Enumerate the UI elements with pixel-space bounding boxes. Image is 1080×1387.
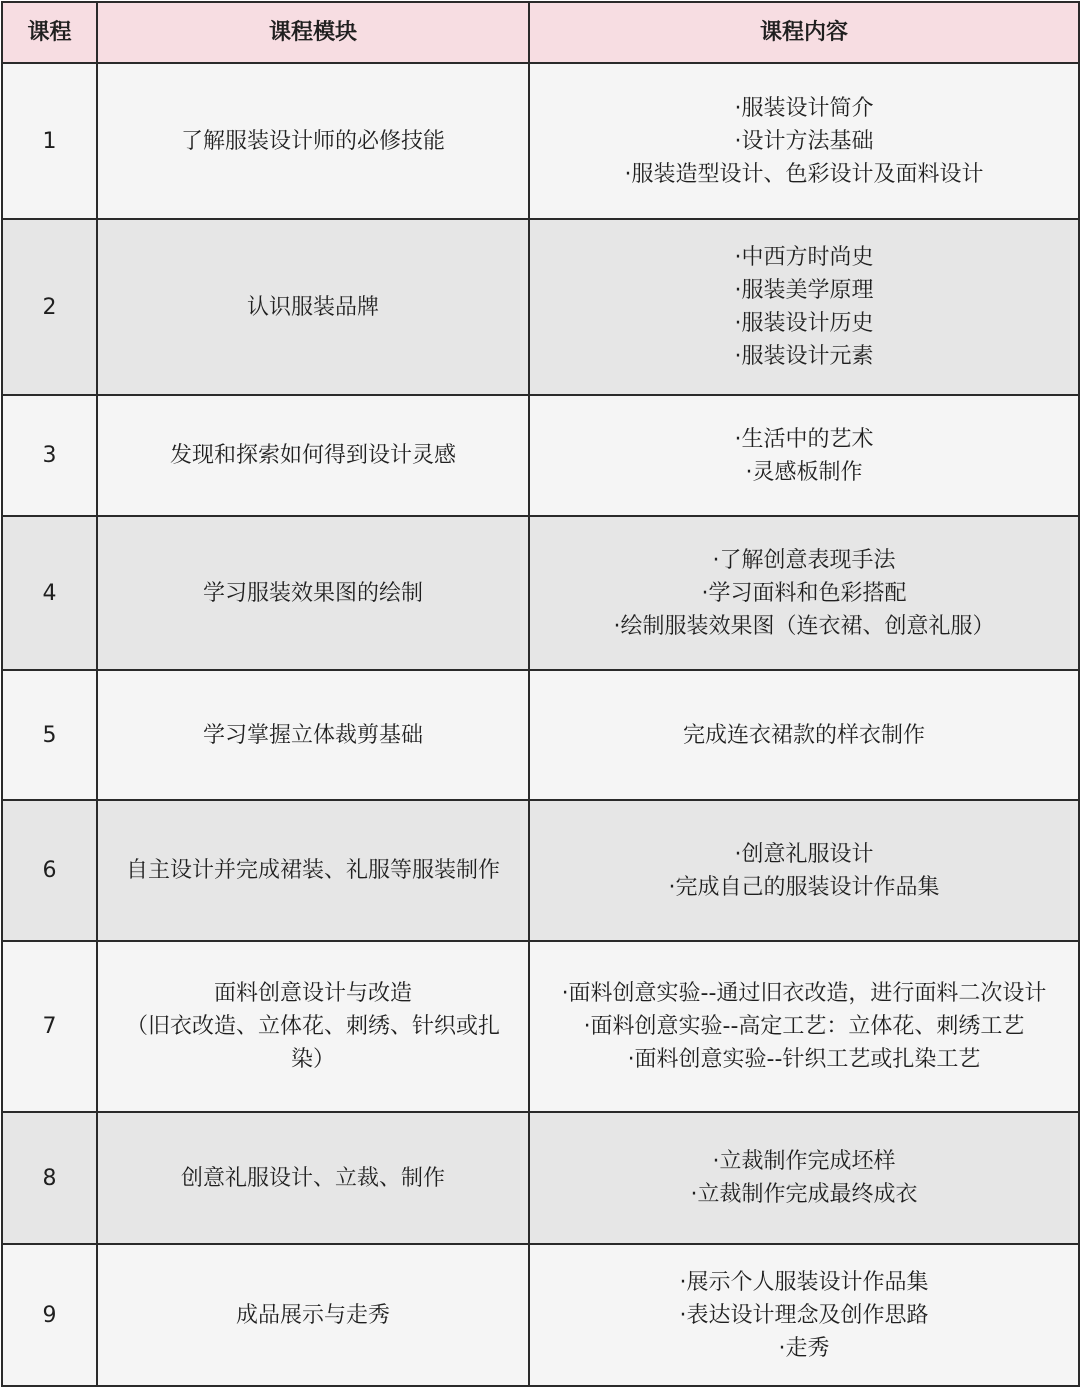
course-module [97,800,529,941]
course-number: 8 [2,1112,97,1244]
course-module [97,670,529,800]
content-line: ·表达设计理念及创作思路 [679,1302,929,1328]
course-module [97,219,529,395]
header-course: 课程 [2,2,97,63]
course-content [529,219,1079,395]
table-row [2,941,1079,1112]
course-number: 9 [2,1244,97,1386]
content-line: 完成连衣裙款的样衣制作 [682,722,925,748]
content-line: ·创意礼服设计 [734,841,874,867]
course-number: 7 [2,941,97,1112]
content-line: ·学习面料和色彩搭配 [701,580,907,606]
table-row [2,516,1079,670]
table-header-row [2,2,1079,63]
module-line: 认识服装品牌 [246,294,379,320]
table-row [2,800,1079,941]
module-line: 学习服装效果图的绘制 [202,580,423,606]
course-number: 1 [2,63,97,219]
content-line: ·面料创意实验--高定工艺：立体花、刺绣工艺 [583,1014,1025,1039]
table-row [2,395,1079,516]
course-module [97,1112,529,1244]
course-content [529,1112,1079,1244]
course-number: 6 [2,800,97,941]
content-line: ·面料创意实验--通过旧衣改造，进行面料二次设计 [561,981,1047,1006]
course-number: 2 [2,219,97,395]
module-line: 学习掌握立体裁剪基础 [202,722,423,748]
course-table [1,1,1080,1387]
module-line: （旧衣改造、立体花、刺绣、针织或扎 [125,1014,500,1039]
content-line: ·设计方法基础 [734,128,874,154]
course-content [529,516,1079,670]
table-row [2,219,1079,395]
course-number: 4 [2,516,97,670]
table-row [2,1244,1079,1386]
course-number: 5 [2,670,97,800]
content-line: ·服装美学原理 [734,278,874,303]
content-line: ·了解创意表现手法 [712,547,896,573]
content-line: ·立裁制作完成最终成衣 [690,1182,918,1207]
module-line: 了解服装设计师的必修技能 [180,128,445,154]
module-line: 自主设计并完成裙装、礼服等服装制作 [125,858,500,883]
module-line: 面料创意设计与改造 [213,981,412,1006]
course-module [97,941,529,1112]
module-line: 染） [290,1047,335,1072]
module-line: 成品展示与走秀 [235,1302,390,1328]
content-line: ·走秀 [778,1335,830,1361]
course-content [529,670,1079,800]
course-content [529,63,1079,219]
content-line: ·立裁制作完成坯样 [712,1149,896,1174]
content-line: ·中西方时尚史 [734,245,874,270]
content-line: ·面料创意实验--针织工艺或扎染工艺 [627,1047,981,1072]
module-line: 发现和探索如何得到设计灵感 [169,443,456,468]
content-line: ·灵感板制作 [745,459,863,485]
course-module [97,63,529,219]
header-content: 课程内容 [529,2,1079,63]
content-line: ·展示个人服装设计作品集 [679,1269,929,1295]
course-module [97,1244,529,1386]
course-module [97,516,529,670]
course-content [529,941,1079,1112]
content-line: ·绘制服装效果图（连衣裙、创意礼服） [613,613,995,639]
content-line: ·服装设计简介 [734,95,874,121]
table-row [2,670,1079,800]
content-line: ·服装设计元素 [734,344,874,369]
content-line: ·服装造型设计、色彩设计及面料设计 [624,161,984,187]
table-row [2,1112,1079,1244]
content-line: ·生活中的艺术 [734,426,874,452]
course-number: 3 [2,395,97,516]
course-content [529,395,1079,516]
course-content [529,1244,1079,1386]
content-line: ·服装设计历史 [734,311,874,336]
header-module: 课程模块 [97,2,529,63]
content-line: ·完成自己的服装设计作品集 [668,874,940,900]
table-row [2,63,1079,219]
module-line: 创意礼服设计、立裁、制作 [180,1165,445,1191]
course-content [529,800,1079,941]
course-module [97,395,529,516]
